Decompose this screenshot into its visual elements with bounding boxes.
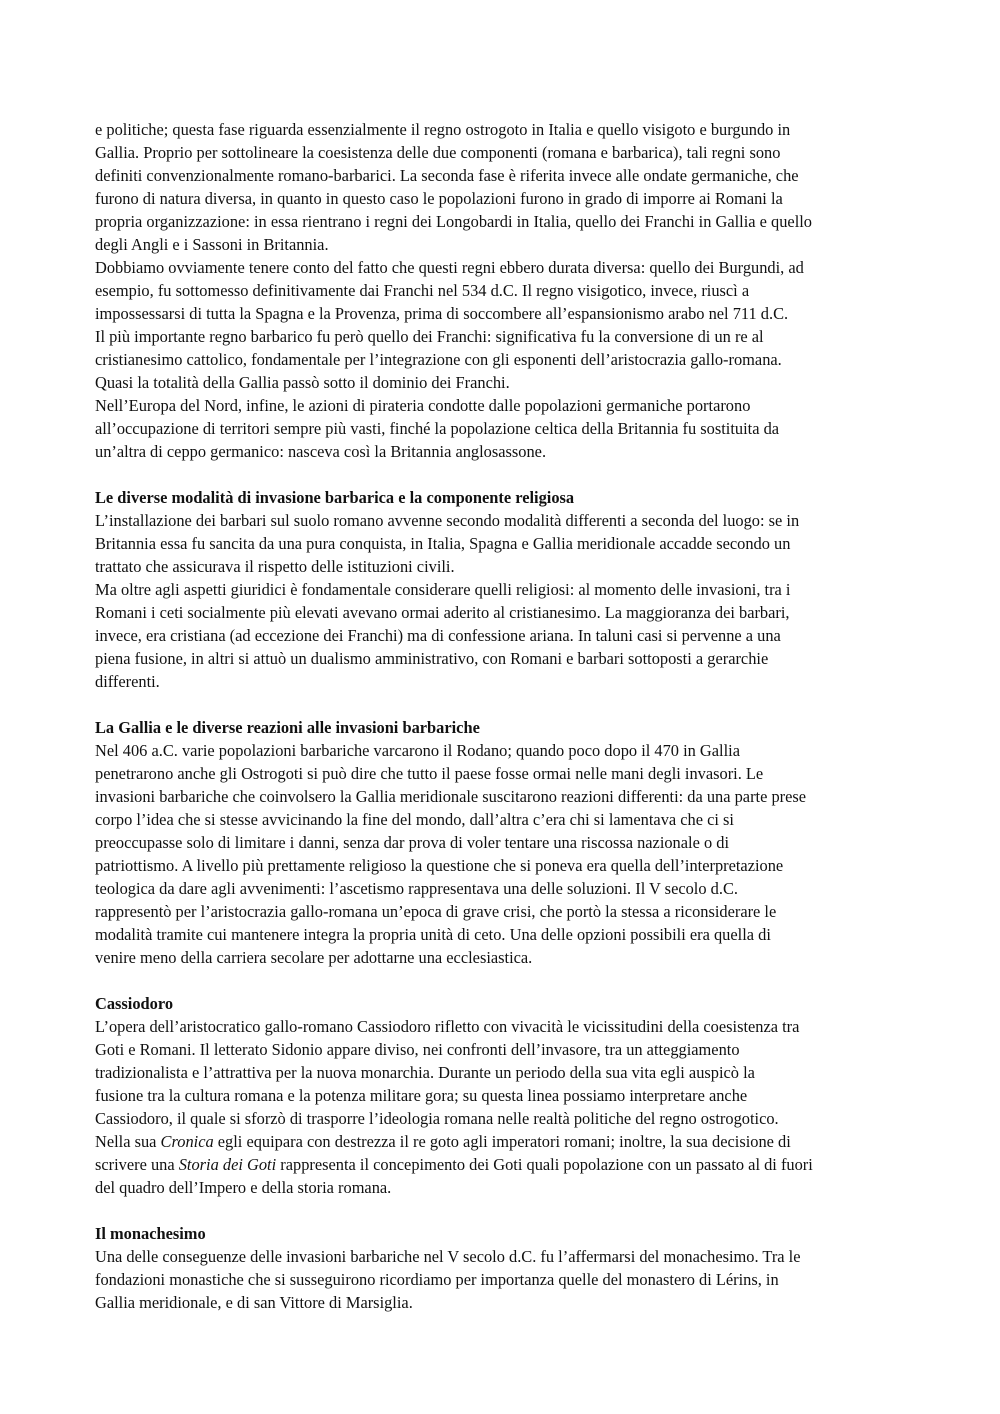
text-fragment: rappresenta il concepimento dei Goti quali popolazione con un passato al di fuori <box>276 1155 813 1174</box>
text-line: tradizionalista e l’attrattiva per la nuova monarchia. Durante un periodo della sua vita egli auspicò la <box>95 1063 755 1082</box>
text-line: Goti e Romani. Il letterato Sidonio appare diviso, nei confronti dell’invasore, tra un atteggiamento <box>95 1040 740 1059</box>
text-line: e politiche; questa fase riguarda essenzialmente il regno ostrogoto in Italia e quello visigoto e burgundo in <box>95 120 791 139</box>
text-line: teologica da dare agli avvenimenti: l’ascetismo rappresentava una delle soluzioni. Il V secolo d.C. <box>95 879 738 898</box>
section-heading: La Gallia e le diverse reazioni alle invasioni barbariche <box>95 718 480 737</box>
text-line-storia <box>95 1153 915 1176</box>
paragraph-gap <box>95 463 915 486</box>
text-fragment: scrivere una <box>95 1155 179 1174</box>
text-line: Il più importante regno barbarico fu però quello dei Franchi: significativa fu la conversione di un re al <box>95 327 764 346</box>
text-line: fusione tra la cultura romana e la potenza militare gora; su questa linea possiamo interpretare anche <box>95 1086 748 1105</box>
intro-paragraph <box>95 118 915 463</box>
text-line: Nel 406 a.C. varie popolazioni barbariche varcarono il Rodano; quando poco dopo il 470 in Gallia <box>95 741 740 760</box>
text-line: Gallia. Proprio per sottolineare la coesistenza delle due componenti (romana e barbarica), tali regni sono <box>95 143 781 162</box>
section-invasione <box>95 486 915 693</box>
section-heading: Il monachesimo <box>95 1224 206 1243</box>
text-line: cristianesimo cattolico, fondamentale per l’integrazione con gli esponenti dell’aristocrazia gallo-romana. <box>95 350 782 369</box>
text-line: venire meno della carriera secolare per adottarne una ecclesiastica. <box>95 948 533 967</box>
text-line: un’altra di ceppo germanico: nasceva così la Britannia anglosassone. <box>95 442 547 461</box>
text-line: esempio, fu sottomesso definitivamente dai Franchi nel 534 d.C. Il regno visigotico, invece, riuscì a <box>95 281 750 300</box>
text-line: differenti. <box>95 672 160 691</box>
paragraph-gap <box>95 1199 915 1222</box>
text-line: patriottismo. A livello più prettamente religioso la questione che si poneva era quella dell’interpretazione <box>95 856 784 875</box>
text-line: invece, era cristiana (ad eccezione dei Franchi) ma di confessione ariana. In taluni casi si pervenne a una <box>95 626 781 645</box>
text-line: Dobbiamo ovviamente tenere conto del fatto che questi regni ebbero durata diversa: quello dei Burgundi, ad <box>95 258 804 277</box>
text-line: all’occupazione di territori sempre più vasti, finché la popolazione celtica della Britannia fu sostituita da <box>95 419 780 438</box>
book-title-storia-dei-goti: Storia dei Goti <box>178 1155 277 1174</box>
text-line: del quadro dell’Impero e della storia romana. <box>95 1178 392 1197</box>
text-line: degli Angli e i Sassoni in Britannia. <box>95 235 329 254</box>
text-line: Nell’Europa del Nord, infine, le azioni di pirateria condotte dalle popolazioni germaniche portarono <box>95 396 751 415</box>
text-line: impossessarsi di tutta la Spagna e la Provenza, prima di soccombere all’espansionismo arabo nel 711 d.C. <box>95 304 789 323</box>
section-cassiodoro <box>95 992 915 1199</box>
paragraph-gap <box>95 969 915 992</box>
section-monachesimo <box>95 1222 915 1314</box>
text-line: Gallia meridionale, e di san Vittore di Marsiglia. <box>95 1293 413 1312</box>
text-line: rappresentò per l’aristocrazia gallo-romana un’epoca di grave crisi, che portò la stessa a riconsiderare le <box>95 902 777 921</box>
document-page <box>95 118 915 1314</box>
text-line: preoccupasse solo di limitare i danni, senza dar prova di voler tentare una riscossa nazionale o di <box>95 833 730 852</box>
text-line: fondazioni monastiche che si susseguirono ricordiamo per importanza quelle del monastero di Lérins, in <box>95 1270 779 1289</box>
section-heading: Le diverse modalità di invasione barbarica e la componente religiosa <box>95 488 575 507</box>
section-heading: Cassiodoro <box>95 994 174 1013</box>
text-line: Quasi la totalità della Gallia passò sotto il dominio dei Franchi. <box>95 373 510 392</box>
text-fragment: Nella sua <box>95 1132 161 1151</box>
paragraph-gap <box>95 693 915 716</box>
section-gallia <box>95 716 915 969</box>
text-line: Cassiodoro, il quale si sforzò di trasporre l’ideologia romana nelle realtà politiche del regno ostrogotico. <box>95 1109 779 1128</box>
text-line-cronica <box>95 1130 915 1153</box>
text-line: Britannia essa fu sancita da una pura conquista, in Italia, Spagna e Gallia meridionale accadde secondo un <box>95 534 791 553</box>
text-line: Una delle conseguenze delle invasioni barbariche nel V secolo d.C. fu l’affermarsi del monachesimo. Tra le <box>95 1247 801 1266</box>
text-line: L’opera dell’aristocratico gallo-romano Cassiodoro rifletto con vivacità le vicissitudini della coesistenza tra <box>95 1017 800 1036</box>
text-line: propria organizzazione: in essa rientrano i regni dei Longobardi in Italia, quello dei Franchi in Gallia e quello <box>95 212 813 231</box>
text-line: Romani i ceti socialmente più elevati avevano ormai aderito al cristianesimo. La maggioranza dei barbari, <box>95 603 790 622</box>
text-line: trattato che assicurava il rispetto delle istituzioni civili. <box>95 557 455 576</box>
text-fragment: egli equipara con destrezza il re goto agli imperatori romani; inoltre, la sua decisione di <box>213 1132 791 1151</box>
text-line: Ma oltre agli aspetti giuridici è fondamentale considerare quelli religiosi: al momento delle invasioni, tra i <box>95 580 791 599</box>
text-line: invasioni barbariche che coinvolsero la Gallia meridionale suscitarono reazioni differenti: da una parte prese <box>95 787 807 806</box>
text-line: corpo l’idea che si stesse avvicinando la fine del mondo, dall’altra c’era chi si lamentava che ci si <box>95 810 734 829</box>
book-title-cronica: Cronica <box>160 1132 214 1151</box>
text-line: modalità tramite cui mantenere integra la propria unità di ceto. Una delle opzioni possibili era quella di <box>95 925 771 944</box>
text-line: penetrarono anche gli Ostrogoti si può dire che tutto il paese fosse ormai nelle mani degli invasori. Le <box>95 764 764 783</box>
text-line: definiti convenzionalmente romano-barbarici. La seconda fase è riferita invece alle ondate germaniche, che <box>95 166 799 185</box>
text-line: piena fusione, in altri si attuò un dualismo amministrativo, con Romani e barbari sottoposti a gerarchie <box>95 649 769 668</box>
text-line: furono di natura diversa, in quanto in questo caso le popolazioni furono in grado di imporre ai Romani la <box>95 189 783 208</box>
text-line: L’installazione dei barbari sul suolo romano avvenne secondo modalità differenti a seconda del luogo: se in <box>95 511 800 530</box>
